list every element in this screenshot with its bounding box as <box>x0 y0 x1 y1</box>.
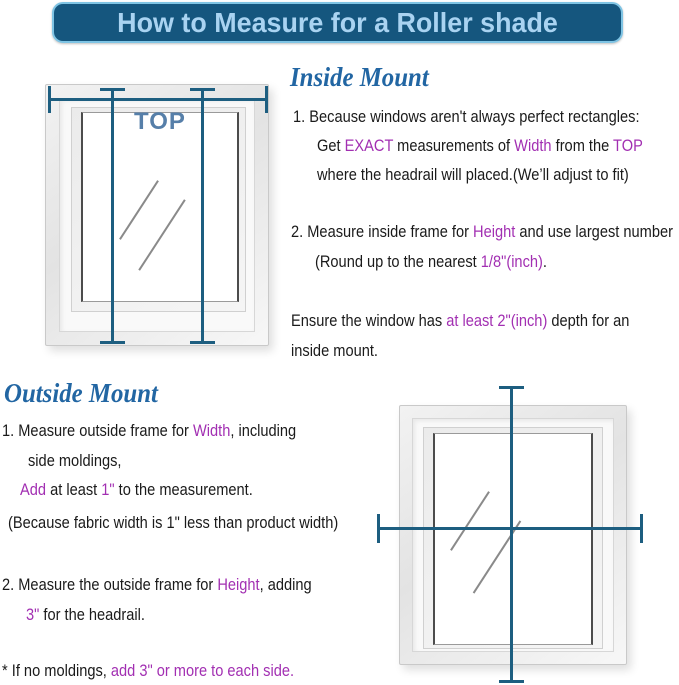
width-measure-right-tick <box>265 86 268 113</box>
height-measure-bottom-cap <box>499 680 524 683</box>
drop-measure-right-bottom-cap <box>190 341 215 344</box>
text-segment: (Round up to the nearest <box>315 252 481 271</box>
inside-depth-note-line2 <box>291 341 378 361</box>
height-measure-top-cap <box>499 386 524 389</box>
text-segment: side moldings, <box>28 451 122 470</box>
drop-measure-left-top-cap <box>100 88 125 91</box>
highlighted-text: EXACT <box>344 136 394 155</box>
inside-step2-line1 <box>291 222 673 242</box>
glass-reflection-line <box>450 491 490 551</box>
highlighted-text: Height <box>473 222 516 241</box>
text-segment: inside mount. <box>291 341 378 360</box>
inside-depth-note-line1 <box>291 311 629 331</box>
width-measure-line <box>377 527 643 530</box>
text-segment: 2. Measure inside frame for <box>291 222 474 241</box>
width-measure-line <box>48 98 268 101</box>
text-segment: depth for an <box>547 311 630 330</box>
outside-step1-line3 <box>20 480 253 500</box>
highlighted-text: Width <box>514 136 552 155</box>
text-segment: where the headrail will placed.(We’ll adjust to fit) <box>317 165 629 184</box>
text-segment: and use largest number <box>515 222 673 241</box>
text-segment: measurements of <box>393 136 515 155</box>
inside-mount-heading: Inside Mount <box>290 62 429 92</box>
outside-step2-line1 <box>2 575 312 595</box>
text-segment: Ensure the window has <box>291 311 447 330</box>
width-measure-left-tick <box>48 86 51 113</box>
text-segment: (Because fabric width is 1" less than product width) <box>8 513 339 532</box>
text-segment: at least <box>46 480 102 499</box>
highlighted-text: TOP <box>613 136 643 155</box>
outside-step2-line2 <box>26 605 145 625</box>
drop-measure-line-right <box>201 88 204 344</box>
text-segment: , including <box>230 421 297 440</box>
page-title: How to Measure for a Roller shade <box>117 6 558 38</box>
drop-measure-right-top-cap <box>190 88 215 91</box>
top-edge-label: TOP <box>134 108 186 135</box>
outside-mount-heading: Outside Mount <box>4 378 158 408</box>
window-glass <box>81 112 239 302</box>
highlighted-text: Add <box>20 480 47 499</box>
highlighted-text: 3" <box>26 605 40 624</box>
drop-measure-left-bottom-cap <box>100 341 125 344</box>
glass-reflection-line <box>138 199 185 271</box>
inside-step1-line1 <box>293 107 640 127</box>
text-segment: * If no moldings, <box>2 661 111 680</box>
inside-step1-line3 <box>317 165 629 185</box>
inside-step2-line2 <box>315 252 547 272</box>
highlighted-text: add 3" or more to each side. <box>110 661 295 680</box>
height-measure-line <box>510 386 513 683</box>
highlighted-text: Width <box>192 421 231 440</box>
window-glass <box>433 433 593 645</box>
inside-step1-line2 <box>317 136 643 156</box>
width-measure-left-cap <box>377 514 380 543</box>
text-segment: 1. Measure outside frame for <box>2 421 193 440</box>
highlighted-text: 1/8"(inch) <box>480 252 543 271</box>
highlighted-text: 1" <box>101 480 115 499</box>
width-measure-right-cap <box>640 514 643 543</box>
outside-mount-window-diagram <box>399 405 627 665</box>
outside-step1-line1 <box>2 421 296 441</box>
text-segment: from the <box>551 136 614 155</box>
glass-reflection-line <box>119 180 159 240</box>
text-segment: , adding <box>259 575 312 594</box>
drop-measure-line-left <box>111 88 114 344</box>
no-moldings-footnote <box>2 661 294 681</box>
text-segment: . <box>542 252 547 271</box>
highlighted-text: Height <box>217 575 260 594</box>
text-segment: to the measurement. <box>114 480 253 499</box>
text-segment: 2. Measure the outside frame for <box>2 575 218 594</box>
title-banner <box>52 2 623 43</box>
glass-reflection-line <box>473 520 522 593</box>
text-segment: Get <box>317 136 345 155</box>
text-segment: 1. Because windows aren't always perfect rectangles: <box>293 107 640 126</box>
outside-step1-line4 <box>8 513 338 533</box>
text-segment: for the headrail. <box>39 605 145 624</box>
highlighted-text: at least 2"(inch) <box>446 311 548 330</box>
outside-step1-line2 <box>28 451 121 471</box>
